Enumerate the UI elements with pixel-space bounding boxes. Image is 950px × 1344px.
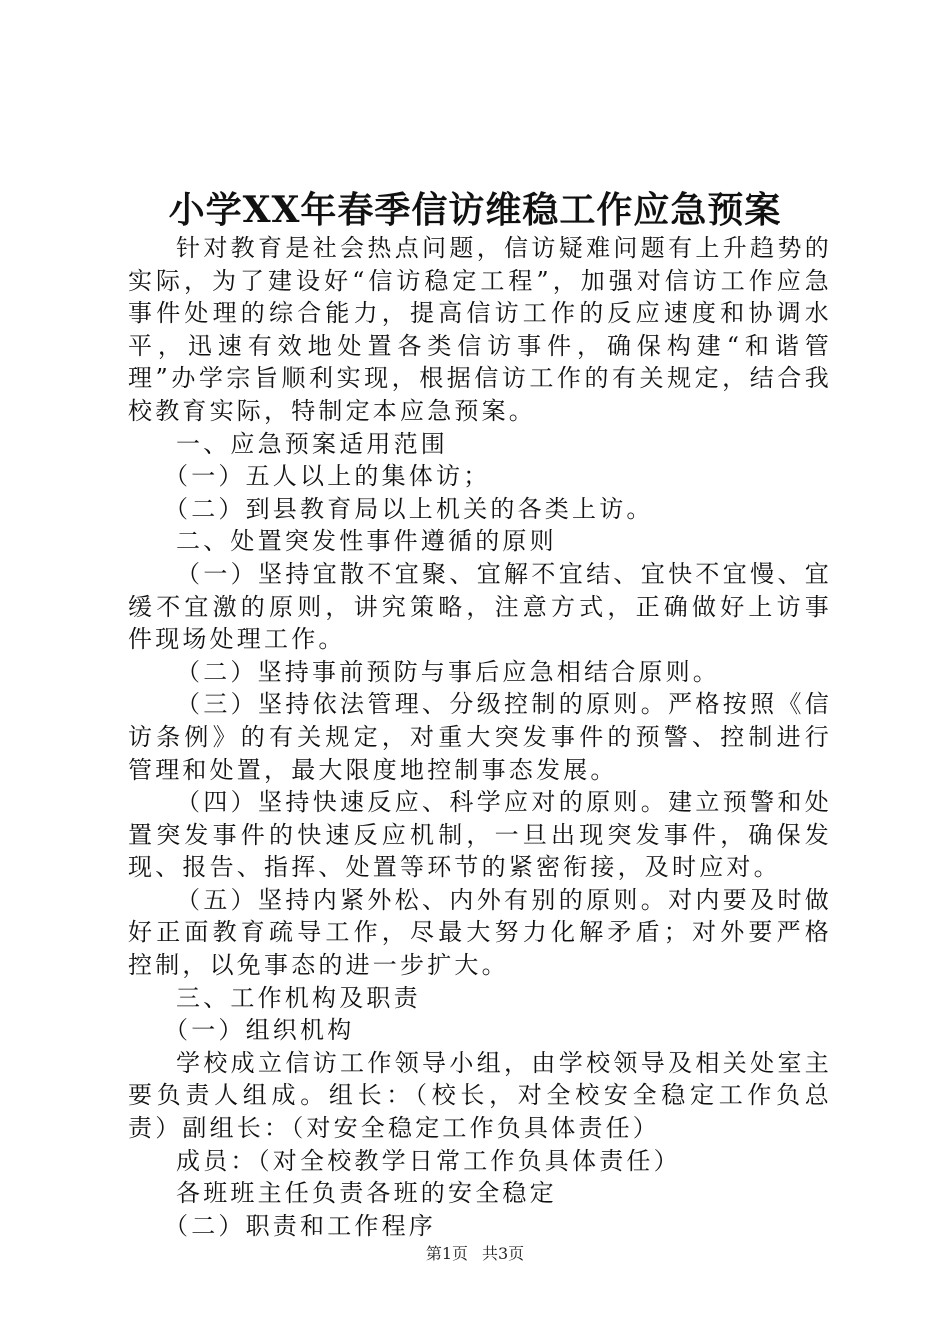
subheading-organization: （一）组织机构 (164, 1016, 355, 1045)
page-number: 第1页 (425, 1244, 468, 1263)
heading-section-2: 二、处置突发性事件遵循的原则 (176, 527, 557, 556)
paragraph-intro: 针对教育是社会热点问题，信访疑难问题有上升趋势的实际，为了建设好“信访稳定工程”，加强对信访工作应急事件处理的综合能力，提高信访工作的反应速度和协调水平，迅速有效地处置各类信访事件，确保构建“和谐管理”办学宗旨顺利实现，根据信访工作的有关规定，结合我校教育实际，特制定本应急预案。 (128, 234, 832, 425)
list-item: （一）五人以上的集体访； (164, 462, 491, 491)
document-body (128, 232, 832, 1242)
page-footer (0, 1243, 950, 1265)
paragraph-principle-1: （一）坚持宜散不宜聚、宜解不宜结、宜快不宜慢、宜缓不宜激的原则，讲究策略，注意方式，正确做好上访事件现场处理工作。 (128, 559, 832, 654)
paragraph-organization: 学校成立信访工作领导小组，由学校领导及相关处室主要负责人组成。组长：（校长，对全校安全稳定工作负总责）副组长：（对安全稳定工作负具体责任） (128, 1048, 832, 1143)
paragraph-principle-4: （四）坚持快速反应、科学应对的原则。建立预警和处置突发事件的快速反应机制，一旦出现突发事件，确保发现、报告、指挥、处置等环节的紧密衔接，及时应对。 (128, 788, 832, 882)
paragraph-principle-2: （二）坚持事前预防与事后应急相结合原则。 (176, 657, 720, 686)
page-total: 共3页 (482, 1244, 525, 1263)
list-item: （二）到县教育局以上机关的各类上访。 (164, 494, 654, 523)
paragraph-members: 成员：（对全校教学日常工作负具体责任） (176, 1146, 681, 1175)
paragraph-principle-5: （五）坚持内紧外松、内外有别的原则。对内要及时做好正面教育疏导工作，尽最大努力化解矛盾；对外要严格控制，以免事态的进一步扩大。 (128, 885, 832, 980)
document-title: 小学XX年春季信访维稳工作应急预案 (168, 189, 782, 231)
heading-section-3: 三、工作机构及职责 (176, 983, 421, 1012)
subheading-duties: （二）职责和工作程序 (164, 1211, 436, 1240)
paragraph-class-teachers: 各班班主任负责各班的安全稳定 (176, 1179, 557, 1208)
paragraph-principle-3: （三）坚持依法管理、分级控制的原则。严格按照《信访条例》的有关规定，对重大突发事件的预警、控制进行管理和处置，最大限度地控制事态发展。 (128, 690, 832, 784)
heading-section-1: 一、应急预案适用范围 (176, 429, 448, 458)
